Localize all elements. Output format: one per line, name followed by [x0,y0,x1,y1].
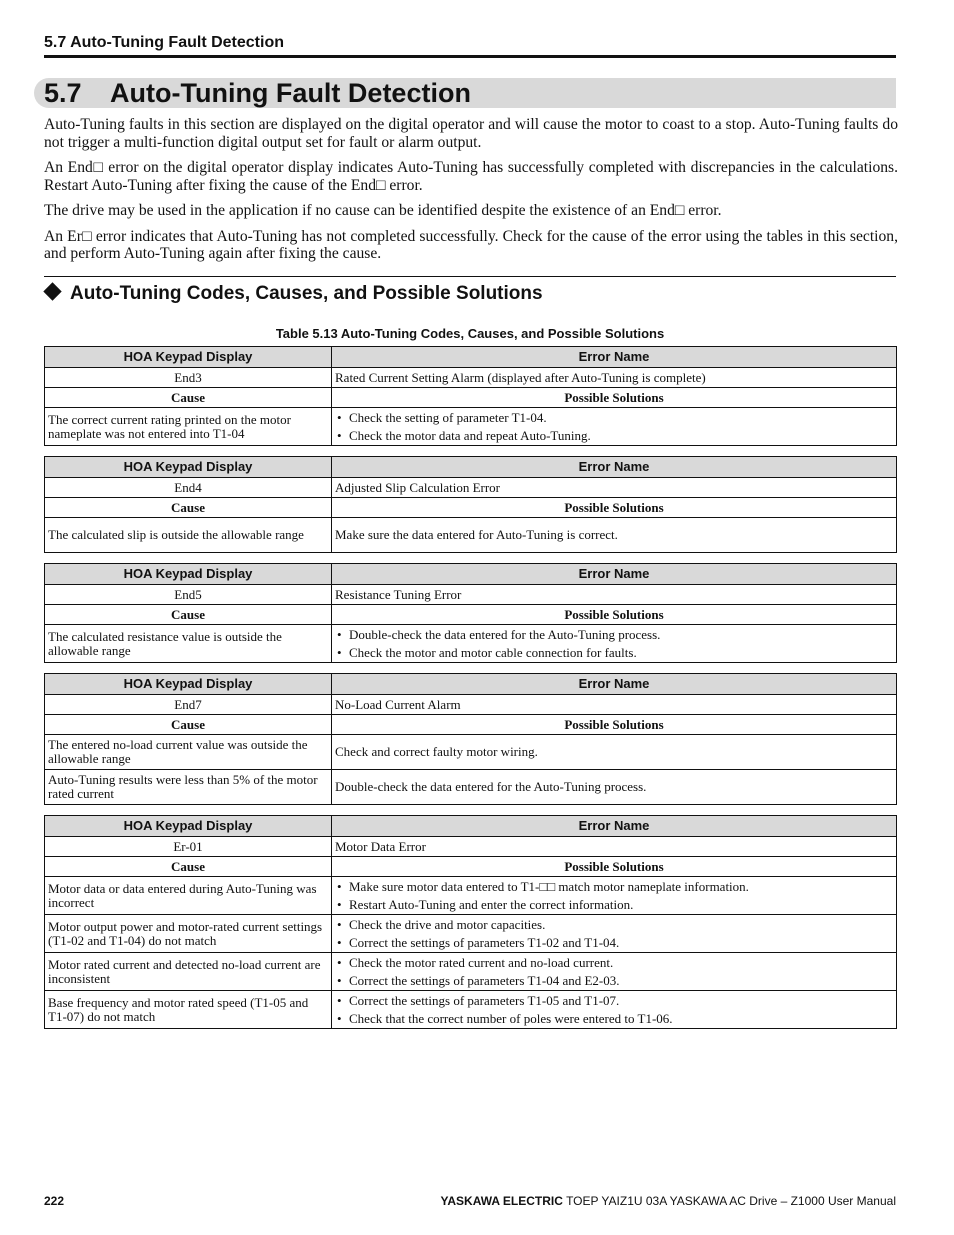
error-name: No-Load Current Alarm [332,695,897,715]
cause-cell: The correct current rating printed on the motor nameplate was not entered into T1-04 [45,408,332,446]
fault-code: End7 [45,695,332,715]
header-solutions: Possible Solutions [332,715,897,735]
header-display: HOA Keypad Display [45,816,332,837]
solutions-cell [332,953,897,991]
solutions-list [335,954,893,989]
section-number: 5.7 [44,78,82,108]
solution-text: Check and correct faulty motor wiring. [335,744,538,759]
table-caption: Table 5.13 Auto-Tuning Codes, Causes, and Possible Solutions [275,326,665,341]
running-head: 5.7 Auto-Tuning Fault Detection [44,34,896,58]
header-solutions: Possible Solutions [332,388,897,408]
subsection-heading [44,276,896,305]
fault-table-end7 [44,673,897,805]
list-item: • Double-check the data entered for the Auto-Tuning process. [335,626,893,644]
error-name: Resistance Tuning Error [332,585,897,605]
diamond-bullet-icon [43,282,61,300]
paragraph: An Er□ error indicates that Auto-Tuning has not completed successfully. Check for the cause of the error using the tables in this section, and perform Auto-Tuning again after fixing the cause. [44,227,898,262]
solution-text: Double-check the data entered for the Auto-Tuning process. [335,779,647,794]
solutions-cell [332,625,897,663]
list-item: • Restart Auto-Tuning and enter the correct information. [335,896,893,914]
list-item: • Correct the settings of parameters T1-02 and T1-04. [335,934,893,952]
fault-code: End4 [45,478,332,498]
header-solutions: Possible Solutions [332,605,897,625]
solutions-list [335,916,893,951]
footer-doc: TOEP YAIZ1U 03A YASKAWA AC Drive – Z1000 User Manual [566,1194,896,1208]
body-text [44,116,898,271]
cause-cell: Motor rated current and detected no-load current are inconsistent [45,953,332,991]
solutions-cell [332,915,897,953]
header-display: HOA Keypad Display [45,674,332,695]
list-item: • Correct the settings of parameters T1-04 and E2-03. [335,972,893,990]
fault-table-end4 [44,456,897,553]
footer-document-info [440,1194,896,1208]
section-title [34,78,896,108]
header-cause: Cause [45,605,332,625]
footer-brand: YASKAWA ELECTRIC [440,1194,563,1208]
fault-tables [44,346,897,1039]
list-item: • Make sure motor data entered to T1-□□ match motor nameplate information. [335,878,893,896]
header-error-name: Error Name [332,347,897,368]
cause-cell: Base frequency and motor rated speed (T1-05 and T1-07) do not match [45,991,332,1029]
table-row [45,953,897,991]
fault-code: Er-01 [45,837,332,857]
table-row [45,735,897,770]
cause-cell: The calculated resistance value is outside the allowable range [45,625,332,663]
paragraph: Auto-Tuning faults in this section are displayed on the digital operator and will cause the motor to coast to a stop. Auto-Tuning faults do not trigger a multi-function digital output set for fault or alarm output. [44,116,898,151]
solutions-cell [332,518,897,553]
paragraph: The drive may be used in the application if no cause can be identified despite the existence of an End□ error. [44,202,722,219]
header-cause: Cause [45,857,332,877]
header-cause: Cause [45,715,332,735]
table-row [45,877,897,915]
fault-table-er-01 [44,815,897,1029]
paragraph: An End□ error on the digital operator display indicates Auto-Tuning has successfully completed with discrepancies in the calculations. Restart Auto-Tuning after fixing the cause of the End□ error. [44,159,898,194]
subsection-title: Auto-Tuning Codes, Causes, and Possible Solutions [70,283,543,304]
table-row [45,625,897,663]
solutions-list [335,992,893,1027]
error-name: Rated Current Setting Alarm (displayed after Auto-Tuning is complete) [332,368,897,388]
table-row [45,408,897,446]
header-cause: Cause [45,498,332,518]
solutions-cell [332,877,897,915]
header-error-name: Error Name [332,816,897,837]
solutions-list [335,878,893,913]
header-solutions: Possible Solutions [332,857,897,877]
table-row [45,518,897,553]
list-item: • Check the motor data and repeat Auto-Tuning. [335,427,893,445]
list-item: • Check that the correct number of poles were entered to T1-06. [335,1010,893,1028]
header-display: HOA Keypad Display [45,457,332,478]
error-name: Adjusted Slip Calculation Error [332,478,897,498]
header-solutions: Possible Solutions [332,498,897,518]
cause-cell: Motor data or data entered during Auto-Tuning was incorrect [45,877,332,915]
header-cause: Cause [45,388,332,408]
solutions-cell [332,735,897,770]
solutions-list [335,626,893,661]
fault-code: End3 [45,368,332,388]
solution-text: Make sure the data entered for Auto-Tuning is correct. [335,527,618,542]
solutions-cell [332,770,897,805]
section-title-text: Auto-Tuning Fault Detection [110,78,471,108]
page-number: 222 [44,1194,65,1208]
fault-table-end3 [44,346,897,446]
cause-cell: Motor output power and motor-rated current settings (T1-02 and T1-04) do not match [45,915,332,953]
table-row [45,770,897,805]
list-item: • Check the drive and motor capacities. [335,916,893,934]
solutions-cell [332,408,897,446]
header-error-name: Error Name [332,674,897,695]
header-error-name: Error Name [332,564,897,585]
cause-cell: The entered no-load current value was outside the allowable range [45,735,332,770]
fault-table-end5 [44,563,897,663]
solutions-list [335,409,893,444]
header-display: HOA Keypad Display [45,564,332,585]
list-item: • Check the motor and motor cable connection for faults. [335,644,893,662]
error-name: Motor Data Error [332,837,897,857]
header-error-name: Error Name [332,457,897,478]
list-item: • Correct the settings of parameters T1-05 and T1-07. [335,992,893,1010]
list-item: • Check the motor rated current and no-load current. [335,954,893,972]
table-row [45,991,897,1029]
header-display: HOA Keypad Display [45,347,332,368]
cause-cell: The calculated slip is outside the allowable range [45,518,332,553]
cause-cell: Auto-Tuning results were less than 5% of the motor rated current [45,770,332,805]
list-item: • Check the setting of parameter T1-04. [335,409,893,427]
fault-code: End5 [45,585,332,605]
table-row [45,915,897,953]
solutions-cell [332,991,897,1029]
